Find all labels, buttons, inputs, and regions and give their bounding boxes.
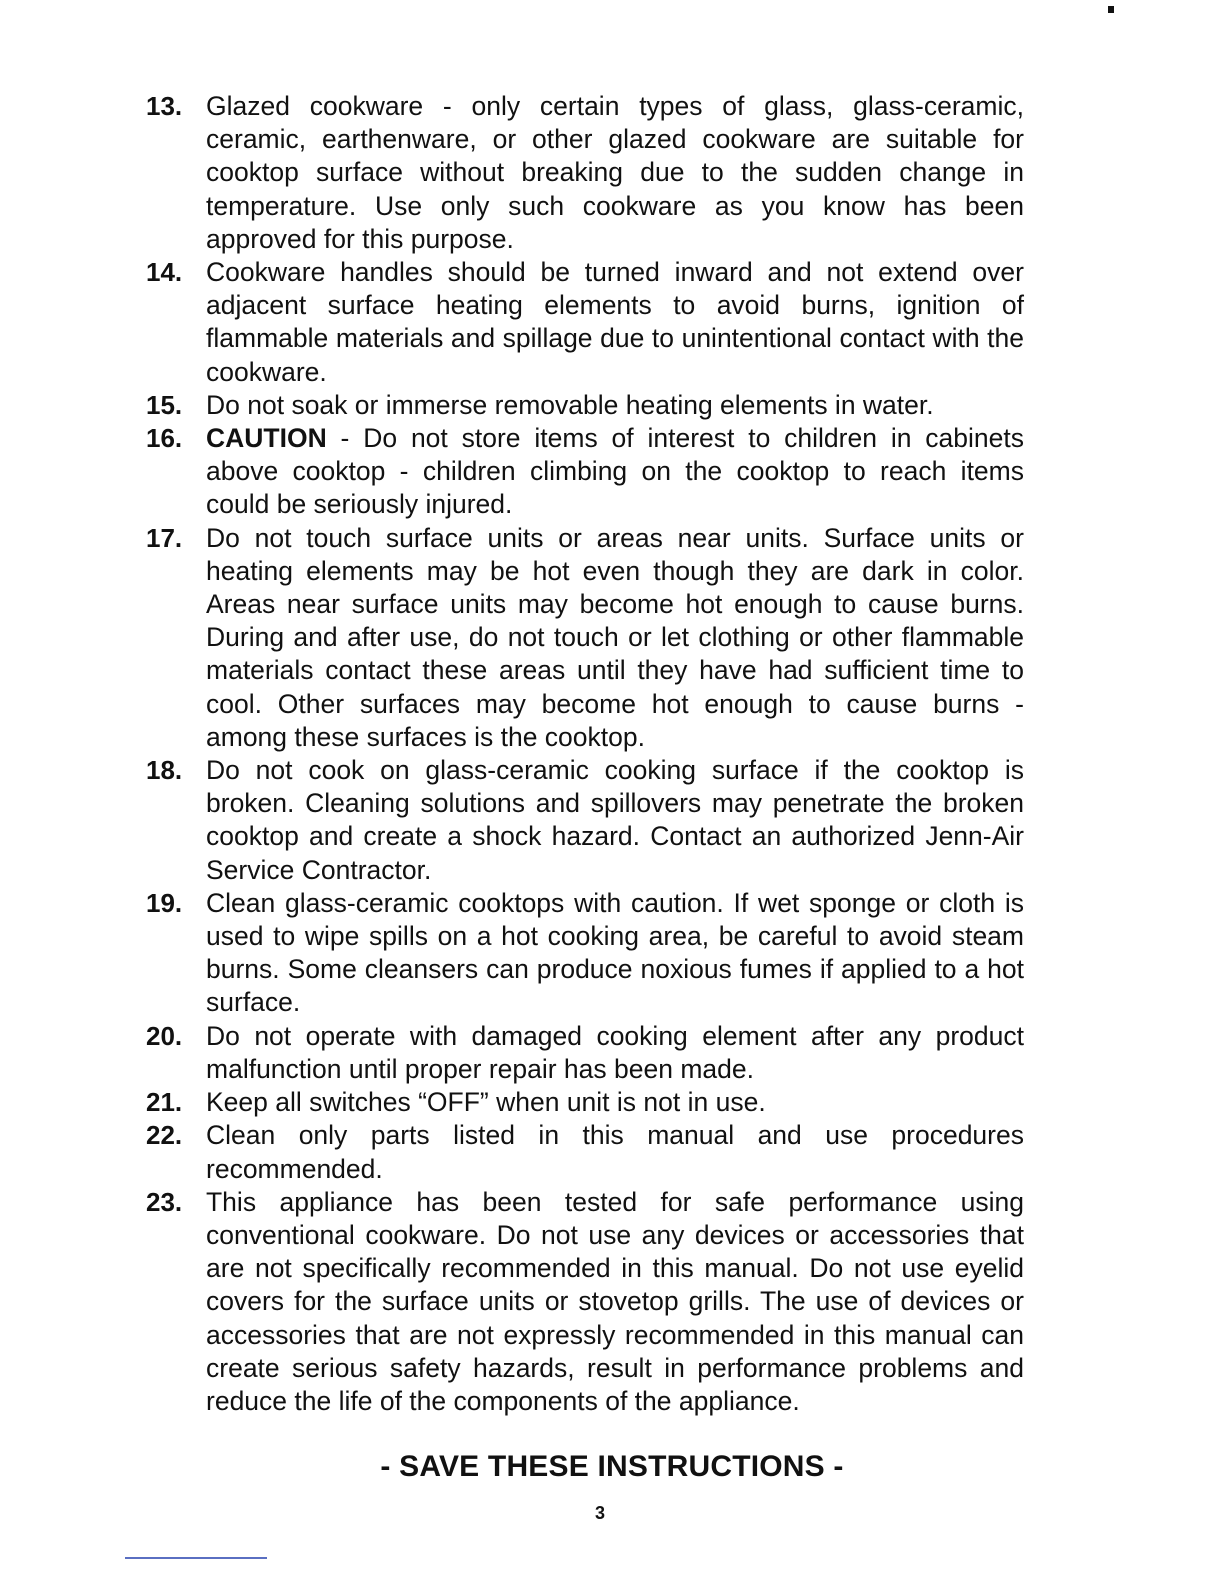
item-number: 20. (146, 1020, 183, 1051)
item-number: 21. (146, 1087, 183, 1118)
item-number: 15. (146, 389, 183, 420)
caution-label: CAUTION (206, 423, 327, 454)
list-item-14 (144, 256, 1024, 389)
item-text: This appliance has been tested for safe performance using conventional cookware. Do not use any devices or accessories that are not specifically recommended in this manual. Do not use eyelid covers for the surface units or stovetop grills. The use of devices or accessories that are not expressly recommended in this manual can create serious safety hazards, result in performance problems and reduce the life of the components of the appliance. (206, 1186, 1024, 1416)
footer-rule (125, 1557, 267, 1559)
list-item-17 (144, 522, 1024, 754)
item-number: 19. (146, 887, 183, 918)
list-item-22 (144, 1119, 1024, 1185)
item-text: - Do not store items of interest to children in cabinets above cooktop - children climbing on the cooktop to reach items could be seriously injured. (206, 423, 1024, 520)
item-number: 22. (146, 1120, 183, 1151)
item-number: 17. (146, 522, 183, 553)
list-item-20 (144, 1020, 1024, 1086)
item-text: Clean glass-ceramic cooktops with caution. If wet sponge or cloth is used to wipe spills on a hot cooking area, be careful to avoid steam burns. Some cleansers can produce noxious fumes if applied to a hot surface. (206, 887, 1024, 1018)
list-item-19 (144, 887, 1024, 1020)
list-item-13 (144, 90, 1024, 256)
safety-instructions-list (144, 90, 1024, 1418)
corner-mark (1108, 6, 1114, 13)
list-item-18 (144, 754, 1024, 887)
item-number: 18. (146, 755, 183, 786)
item-text: Clean only parts listed in this manual and use procedures recommended. (206, 1120, 1024, 1184)
page-number: 3 (594, 1503, 605, 1523)
list-item-16 (144, 422, 1024, 522)
item-text: Do not operate with damaged cooking element after any product malfunction until proper repair has been made. (206, 1020, 1024, 1084)
list-item-15 (144, 389, 1024, 422)
item-text: Keep all switches “OFF” when unit is not in use. (206, 1087, 766, 1118)
item-text: Do not cook on glass-ceramic cooking surface if the cooktop is broken. Cleaning solutions and spillovers may penetrate the broken cooktop and create a shock hazard. Contact an authorized Jenn-Air Service Contractor. (206, 755, 1024, 885)
item-text: Do not soak or immerse removable heating elements in water. (206, 389, 934, 420)
list-item-23 (144, 1186, 1024, 1418)
item-number: 23. (146, 1186, 183, 1217)
item-text: Do not touch surface units or areas near units. Surface units or heating elements may be hot even though they are dark in color. Areas near surface units may become hot enough to cause burns. During and after use, do not touch or let clothing or other flammable materials contact these areas until they have had sufficient time to cool. Other surfaces may become hot enough to cause burns - among these surfaces is the cooktop. (206, 522, 1024, 752)
item-text: Cookware handles should be turned inward and not extend over adjacent surface heating elements to avoid burns, ignition of flammable materials and spillage due to unintentional contact with the cookware. (206, 257, 1024, 387)
item-text: Glazed cookware - only certain types of glass, glass-ceramic, ceramic, earthenware, or other glazed cookware are suitable for cooktop surface without breaking due to the sudden change in temperature. Use only such cookware as you know has been approved for this purpose. (206, 91, 1024, 254)
item-number: 14. (146, 257, 183, 288)
save-instructions-heading: - SAVE THESE INSTRUCTIONS - (380, 1450, 844, 1483)
item-number: 16. (146, 423, 183, 454)
item-number: 13. (146, 91, 183, 121)
list-item-21 (144, 1086, 1024, 1119)
